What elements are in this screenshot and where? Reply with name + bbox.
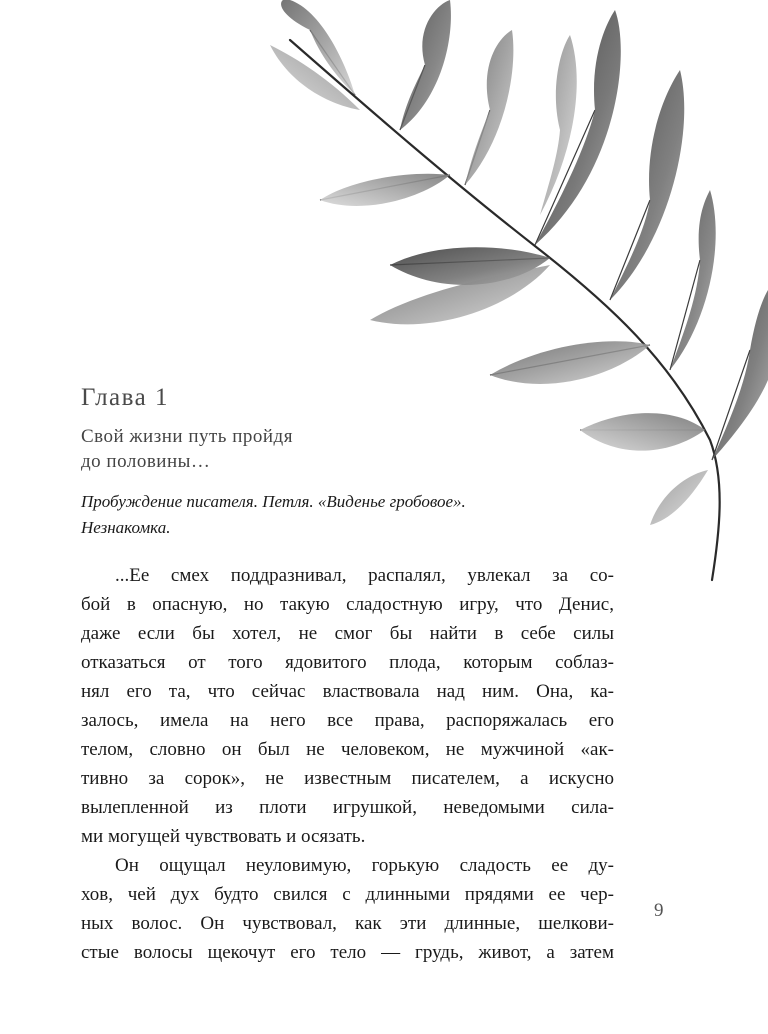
body-line: отказаться от того ядовитого плода, которым соблаз- [81,652,614,673]
body-line: стые волосы щекочут его тело — грудь, живот, а затем [81,942,614,963]
body-line: телом, словно он был не человеком, не мужчиной «ак- [81,739,614,760]
body-line: вылепленной из плоти игрушкой, неведомыми сила- [81,797,614,818]
body-line: ...Ее смех поддразнивал, распалял, увлекал за со- [115,565,614,586]
body-text [81,561,614,967]
chapter-title [81,424,293,474]
body-line: бой в опасную, но такую сладостную игру, что Денис, [81,594,614,615]
body-line: ных волос. Он чувствовал, как эти длинные, шелкови- [81,913,614,934]
chapter-label: Глава 1 [81,384,169,411]
page-number: 9 [654,900,664,921]
body-line: ми могущей чувствовать и осязать. [81,826,366,847]
chapter-epigraph [81,489,466,541]
epigraph-line: Пробуждение писателя. Петля. «Виденье гробовое». [81,492,466,511]
body-line: тивно за сорок», не известным писателем, а искусно [81,768,614,789]
body-line: Он ощущал неуловимую, горькую сладость ее ду- [115,855,614,876]
epigraph-line: Незнакомка. [81,518,171,537]
body-line: нял его та, что сейчас властвовала над ним. Она, ка- [81,681,614,702]
body-line: хов, чей дух будто свился с длинными прядями ее чер- [81,884,614,905]
body-line: даже если бы хотел, не смог бы найти в себе силы [81,623,614,644]
chapter-title-line: до половины… [81,451,211,472]
chapter-title-line: Свой жизни путь пройдя [81,426,293,447]
body-line: залось, имела на него все права, распоряжалась его [81,710,614,731]
